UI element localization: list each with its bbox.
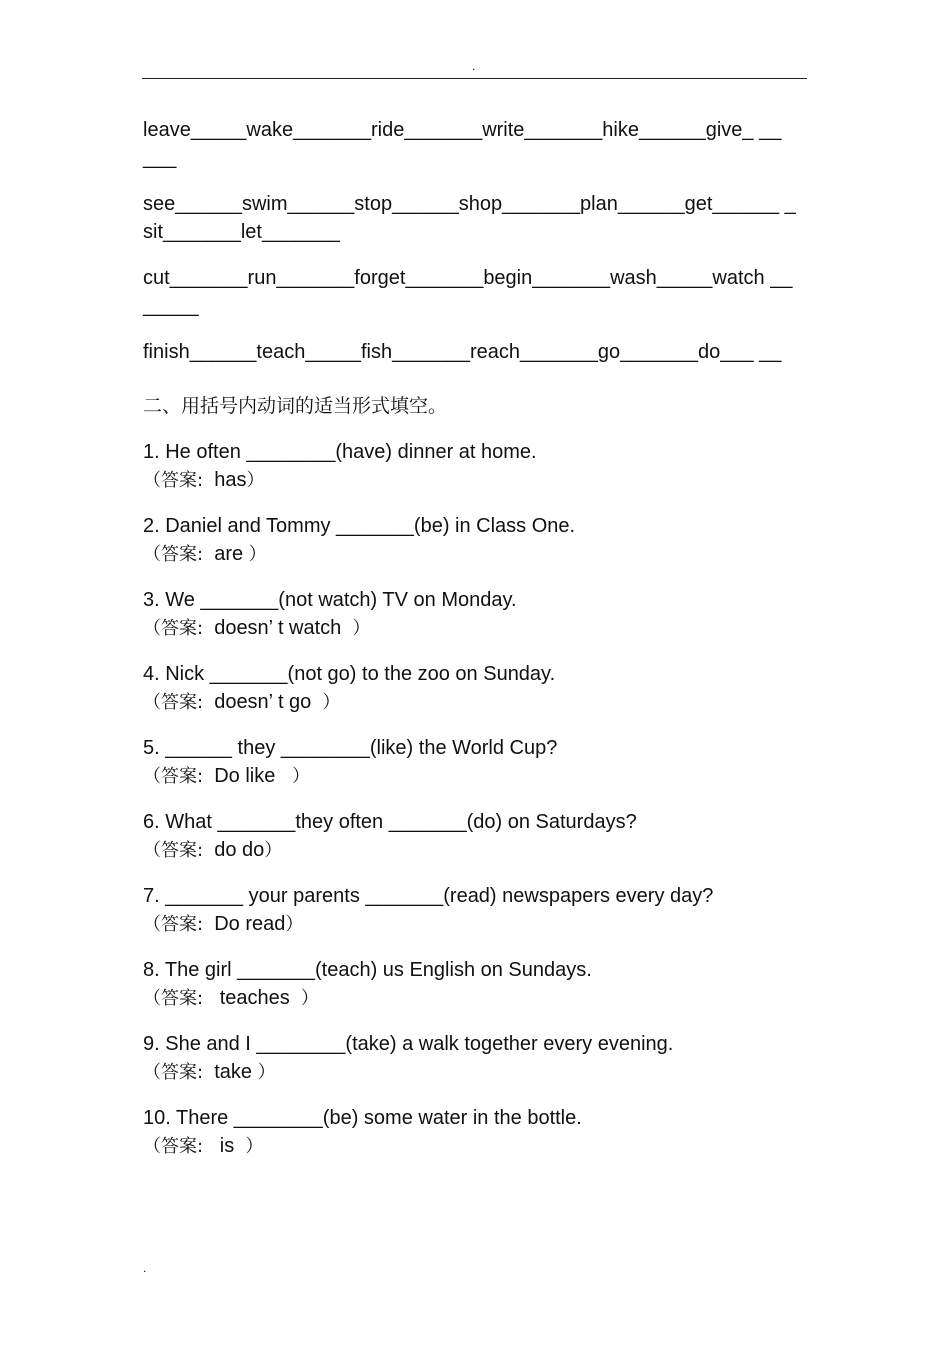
- answer-label: （答案:: [143, 988, 204, 1009]
- answer-line: [143, 688, 808, 717]
- worksheet-content: [143, 116, 808, 1178]
- question-item: [143, 512, 808, 569]
- question-item: [143, 586, 808, 643]
- answer-value: teaches: [203, 987, 301, 1009]
- answer-value: doesn’ t watch: [203, 617, 353, 639]
- header-rule: [142, 78, 807, 79]
- answer-label: （答案:: [143, 1136, 204, 1157]
- answer-close: ）: [264, 840, 283, 861]
- answer-value: is: [203, 1135, 246, 1157]
- question-text: 1. He often ________(have) dinner at home.: [143, 441, 537, 463]
- answer-close: ）: [245, 1136, 264, 1157]
- answer-label: （答案:: [143, 914, 204, 935]
- question-item: [143, 882, 808, 939]
- answer-line: [143, 836, 808, 865]
- answer-value: are: [203, 543, 249, 565]
- answer-label: （答案:: [143, 766, 204, 787]
- answer-line: [143, 984, 808, 1013]
- answer-line: [143, 1132, 808, 1161]
- question-item: [143, 660, 808, 717]
- answer-value: has: [203, 469, 247, 491]
- answer-close: ）: [352, 618, 371, 639]
- question-item: [143, 1104, 808, 1161]
- answer-value: do do: [203, 839, 265, 861]
- answer-value: doesn’ t go: [203, 691, 323, 713]
- question-text: 4. Nick _______(not go) to the zoo on Sunday.: [143, 663, 556, 685]
- answer-close: ）: [292, 766, 310, 787]
- answer-close: ）: [257, 1062, 276, 1083]
- answer-value: Do read: [203, 913, 286, 935]
- question-item: [143, 734, 808, 791]
- answer-label: （答案:: [143, 470, 204, 491]
- answer-line: [143, 466, 808, 495]
- answer-label: （答案:: [143, 840, 204, 861]
- answer-label: （答案:: [143, 618, 204, 639]
- answer-close: ）: [322, 692, 341, 713]
- question-item: [143, 956, 808, 1013]
- answer-line: [143, 762, 808, 791]
- answer-close: ）: [300, 988, 319, 1009]
- question-text: 2. Daniel and Tommy _______(be) in Class One.: [143, 515, 576, 537]
- question-text: 5. ______ they ________(like) the World Cup?: [143, 737, 558, 759]
- footer-mark: .: [143, 1261, 147, 1275]
- question-item: [143, 438, 808, 495]
- answer-line: [143, 1058, 808, 1087]
- answer-close: ）: [285, 914, 304, 935]
- answer-close: ）: [246, 470, 265, 491]
- verb-line: cut_______run_______forget_______begin_______wash_____watch _______: [143, 267, 793, 317]
- answer-label: （答案:: [143, 1062, 204, 1083]
- question-text: 10. There ________(be) some water in the bottle.: [143, 1107, 582, 1129]
- answer-close: ）: [248, 544, 267, 565]
- answer-line: [143, 910, 808, 939]
- section-title: 二、用括号内动词的适当形式填空。: [143, 395, 448, 417]
- question-text: 7. _______ your parents _______(read) newspapers every day?: [143, 885, 714, 907]
- question-text: 6. What _______they often _______(do) on Saturdays?: [143, 811, 637, 833]
- answer-line: [143, 540, 808, 569]
- answer-value: Do like: [203, 765, 292, 787]
- answer-value: take: [203, 1061, 258, 1083]
- answer-label: （答案:: [143, 692, 204, 713]
- question-text: 8. The girl _______(teach) us English on Sundays.: [143, 959, 592, 981]
- question-text: 3. We _______(not watch) TV on Monday.: [143, 589, 517, 611]
- answer-label: （答案:: [143, 544, 204, 565]
- answer-line: [143, 614, 808, 643]
- verb-line: finish______teach_____fish_______reach_______go_______do___ __: [143, 341, 782, 363]
- question-item: [143, 808, 808, 865]
- question-text: 9. She and I ________(take) a walk together every evening.: [143, 1033, 674, 1055]
- question-item: [143, 1030, 808, 1087]
- verb-line: see______swim______stop______shop_______plan______get______ _ sit_______let_______: [143, 193, 802, 243]
- header-mark: .: [472, 59, 476, 73]
- verb-line: leave_____wake_______ride_______write_______hike______give_ _____: [143, 119, 782, 169]
